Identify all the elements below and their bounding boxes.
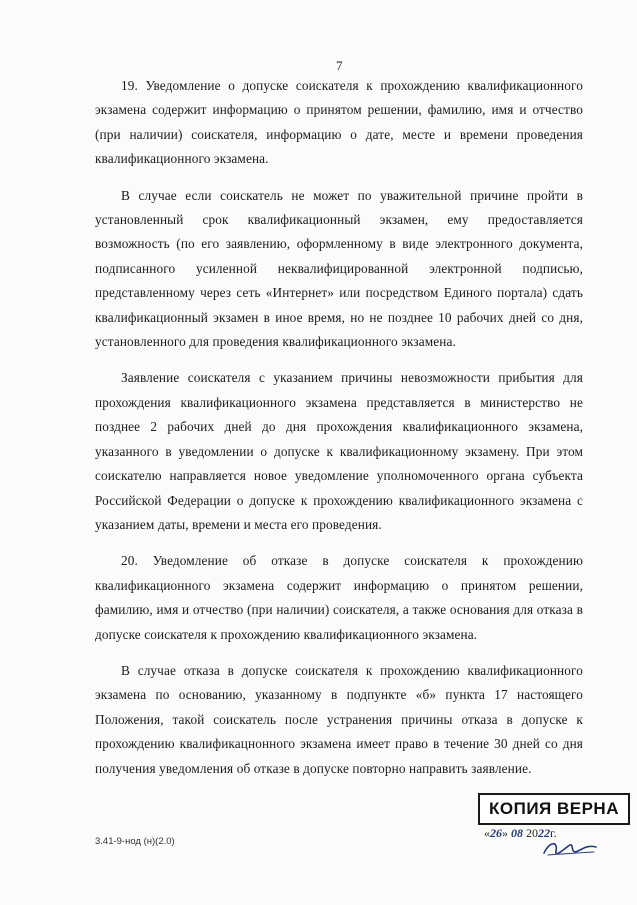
stamp-year-suffix: 22 xyxy=(538,826,550,840)
copy-certified-stamp xyxy=(478,793,628,861)
paragraph-20: 20. Уведомление об отказе в допуске соискателя к прохождению квалификационного экзамена содержит информацию о принятом решении, фамилию, имя и отчество (при наличии) соискателя, а также основания для отказа в допуске соискателя к прохождению квалификационного экзамена. xyxy=(95,553,583,642)
signature-icon xyxy=(540,837,600,859)
stamp-year-prefix: 20 xyxy=(526,826,538,840)
stamp-title: КОПИЯ ВЕРНА xyxy=(478,793,630,825)
stamp-year-letter: г. xyxy=(550,826,557,840)
document-body xyxy=(95,74,583,793)
paragraph-19-postponement: В случае если соискатель не может по уважительной причине пройти в установленный срок квалификационный экзамен, ему предоставляется возможность (по его заявлению, оформленному в виде электронного документа, подписанного усиленной неквалифицированной электронной подписью, представленному через сеть «Интернет» или посредством Единого портала) сдать квалификационный экзамен в иное время, но не позднее 10 рабочих дней со дня, установленного для проведения квалификационного экзамена. xyxy=(95,187,583,350)
stamp-month: 08 xyxy=(511,826,523,840)
paragraph-19: 19. Уведомление о допуске соискателя к прохождению квалификационного экзамена содержит информацию о принятом решении, фамилию, имя и отчество (при наличии) соискателя, информацию о дате, месте и времени проведения квалификационного экзамена. xyxy=(95,78,583,167)
stamp-date: «26» 08 2022г. xyxy=(484,826,557,840)
page-number: 7 xyxy=(336,58,343,73)
document-code: 3.41-9-нод (н)(2.0) xyxy=(95,836,175,847)
stamp-day: 26 xyxy=(490,826,502,840)
paragraph-19-application: Заявление соискателя с указанием причины невозможности прибытия для прохождения квалификационного экзамена представляется в министерство не позднее 2 рабочих дней до дня прохождения квалификационного экзамена, указанного в уведомлении о допуске к квалификационному экзамену. При этом соискателю направляется новое уведомление уполномоченного органа субъекта Российской Федерации о допуске к прохождению квалификационного экзамена с указанием даты, времени и места его проведения. xyxy=(95,370,583,532)
paragraph-20-refusal: В случае отказа в допуске соискателя к прохождению квалификационного экзамена по основанию, указанному в подпункте «б» пункта 17 настоящего Положения, такой соискатель после устранения причины отказа в допуске к прохождению квалификацнонного экзамена имеет право в течение 30 дней со дня получения уведомления об отказе в допуске повторно направить заявление. xyxy=(95,662,583,776)
